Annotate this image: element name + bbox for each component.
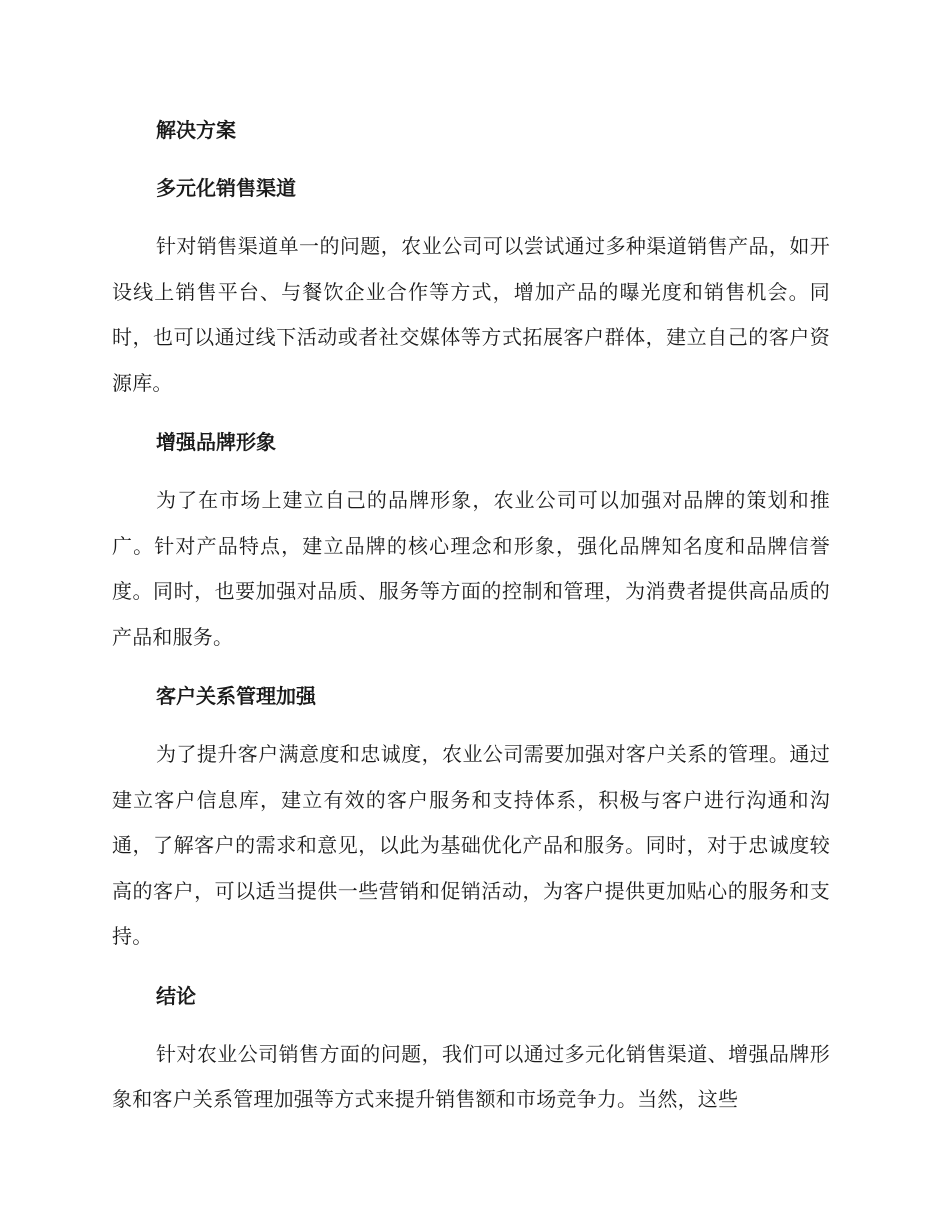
paragraph-diversified-channels: 针对销售渠道单一的问题，农业公司可以尝试通过多种渠道销售产品，如开设线上销售平台、与餐饮企业合作等方式，增加产品的曝光度和销售机会。同时，也可以通过线下活动或者社交媒体等方式拓展客户群体，建立自己的客户资源库。 bbox=[112, 234, 830, 395]
paragraph-brand-image: 为了在市场上建立自己的品牌形象，农业公司可以加强对品牌的策划和推广。针对产品特点，建立品牌的核心理念和形象，强化品牌知名度和品牌信誉度。同时，也要加强对品质、服务等方面的控制和管理，为消费者提供高品质的产品和服务。 bbox=[112, 488, 830, 649]
section-heading-brand-image: 增强品牌形象 bbox=[156, 430, 276, 454]
paragraph-conclusion: 针对农业公司销售方面的问题，我们可以通过多元化销售渠道、增强品牌形象和客户关系管理加强等方式来提升销售额和市场竞争力。当然，这些 bbox=[112, 1041, 830, 1111]
section-heading-conclusion: 结论 bbox=[156, 983, 196, 1008]
section-heading-customer-relations: 客户关系管理加强 bbox=[156, 684, 316, 708]
section-heading-diversified-channels: 多元化销售渠道 bbox=[156, 176, 296, 200]
document-body bbox=[112, 108, 830, 1137]
paragraph-customer-relations: 为了提升客户满意度和忠诚度，农业公司需要加强对客户关系的管理。通过建立客户信息库，建立有效的客户服务和支持体系，积极与客户进行沟通和沟通，了解客户的需求和意见，以此为基础优化产品和服务。同时，对于忠诚度较高的客户，可以适当提供一些营销和促销活动，为客户提供更加贴心的服务和支持。 bbox=[112, 742, 830, 948]
section-heading-solutions: 解决方案 bbox=[156, 118, 236, 142]
